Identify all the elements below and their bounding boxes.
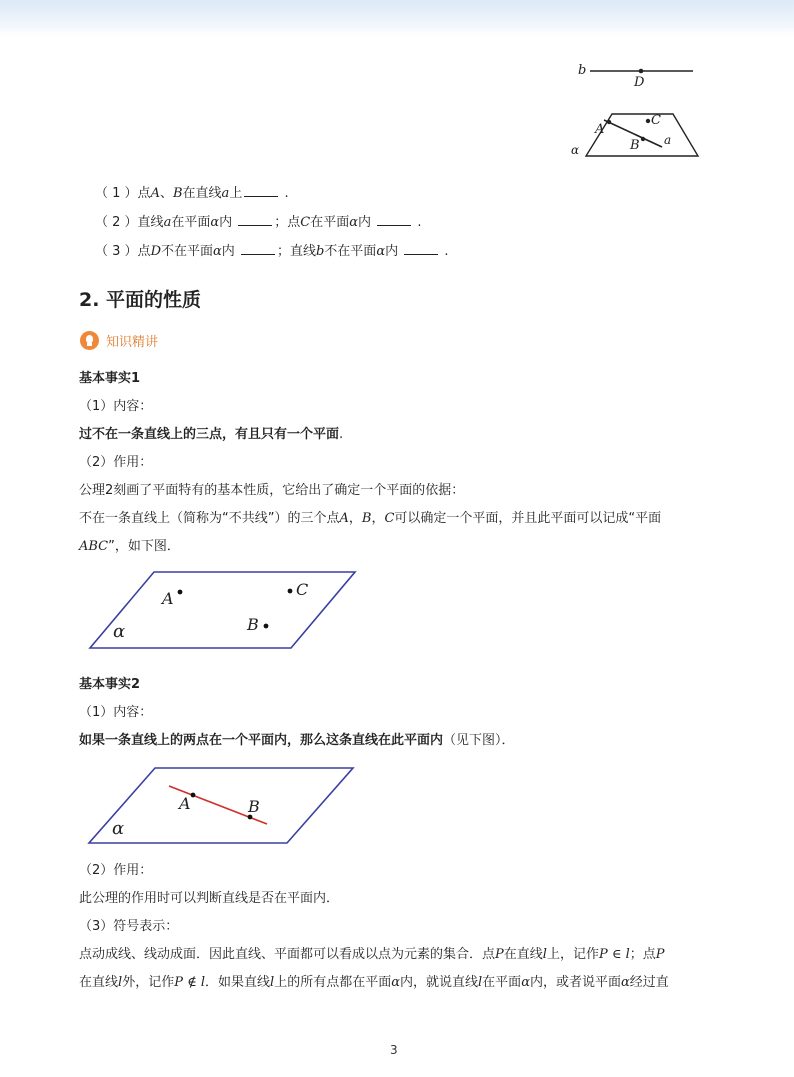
answer-blank[interactable] (404, 242, 438, 255)
label-b: b (578, 63, 587, 78)
sym-text: 在直线 (79, 975, 119, 990)
q3-text: 不在平面 (161, 244, 214, 259)
section-title: 2. 平面的性质 (79, 289, 202, 311)
q2-text: 内 (358, 215, 372, 230)
q3-text: 内 (385, 244, 399, 259)
sym-l: l (542, 947, 547, 962)
fact2-symbol-line1 (79, 947, 665, 963)
fact2-effect-text: 此公理的作用时可以判断直线是否在平面内． (79, 891, 340, 906)
label-B: B (630, 138, 640, 153)
sym-expr-in: P ∈ l (598, 947, 630, 962)
fact1-comma: ， (348, 511, 362, 526)
q3-D: D (150, 244, 161, 259)
answer-blank[interactable] (238, 213, 272, 226)
q2-text: 在平面 (171, 215, 211, 230)
q1-a: a (221, 186, 230, 201)
q1-mid: 在直线 (182, 186, 222, 201)
q3-text: 内 (221, 244, 235, 259)
exercise-q3 (95, 242, 449, 260)
tip-label: 知识精讲 (106, 335, 159, 350)
fact2-heading: 基本事实2 (79, 677, 141, 692)
q1-end: . (284, 186, 289, 201)
q3-end: . (444, 244, 449, 259)
fact2-symbol-label: （3）符号表示： (79, 919, 179, 934)
label-C: C (651, 113, 661, 128)
q2-C: C (300, 215, 311, 230)
page-number: 3 (390, 1043, 398, 1057)
q2-alpha: α (349, 215, 359, 230)
fact1-effect-label: （2）作用： (79, 455, 153, 470)
q1-B: B (172, 186, 183, 201)
fact2-content-tail: （见下图）． (443, 733, 515, 748)
fig2-label-B: B (248, 797, 260, 816)
q3-number: （ 3 ） (95, 244, 138, 259)
q2-text: 内 (219, 215, 233, 230)
fig1-label-C: C (296, 580, 309, 599)
sym-text: 内，或者说平面 (529, 975, 621, 990)
sym-text: 内，就说直线 (399, 975, 478, 990)
q1-number: （ 1 ） (95, 186, 138, 201)
q1-A: A (150, 186, 160, 201)
q3-text: 不在平面 (324, 244, 377, 259)
label-A: A (595, 122, 605, 137)
q3-b: b (315, 244, 325, 259)
fig2-label-alpha: α (112, 818, 125, 839)
q2-text: 直线 (137, 215, 164, 230)
fact1-abc: ABC (79, 539, 109, 554)
label-alpha: α (571, 143, 580, 157)
q3-text: 点 (137, 244, 151, 259)
fact2-content-text: 如果一条直线上的两点在一个平面内，那么这条直线在此平面内 (79, 733, 444, 748)
fact1-content-text: 过不在一条直线上的三点，有且只有一个平面 (79, 427, 340, 442)
fact1-A: A (339, 511, 349, 526)
fig2-label-A: A (179, 794, 191, 813)
fact1-content-label: （1）内容： (79, 399, 153, 414)
sym-alpha: α (620, 975, 630, 990)
fact1-B: B (361, 511, 372, 526)
sym-text: ；点 (629, 947, 656, 962)
exercise-q2 (95, 213, 421, 231)
fact1-heading: 基本事实1 (79, 371, 141, 386)
sym-text: 在直线 (503, 947, 543, 962)
sym-P: P (495, 947, 504, 962)
sym-text: 经过直 (629, 975, 669, 990)
fact1-text: 可以确定一个平面，并且此平面可以记成“平面 (394, 511, 662, 526)
fact1-content-end: . (339, 427, 344, 442)
q2-number: （ 2 ） (95, 215, 138, 230)
sym-text: 在平面 (482, 975, 522, 990)
sym-P: P (655, 947, 665, 962)
sym-alpha: α (391, 975, 400, 990)
sym-text: 点动成线、线动成面．因此直线、平面都可以看成以点为元素的集合．点 (79, 947, 496, 962)
figure-plane-abc (88, 570, 358, 650)
lightbulb-icon (80, 331, 99, 350)
fact2-content (79, 733, 515, 749)
fact2-symbol-line2 (79, 975, 669, 991)
fig1-label-alpha: α (113, 621, 126, 642)
fact1-comma: ， (371, 511, 385, 526)
sym-l: l (118, 975, 123, 990)
label-D: D (634, 75, 645, 90)
q2-alpha: α (210, 215, 220, 230)
fact1-text: ”，如下图． (108, 539, 180, 554)
q2-text: ；点 (274, 215, 301, 230)
q1-text: 点 (137, 186, 151, 201)
sym-text: ．如果直线 (205, 975, 271, 990)
q2-a: a (163, 215, 172, 230)
sym-text: 上的所有点都在平面 (274, 975, 392, 990)
answer-blank[interactable] (241, 242, 275, 255)
sym-text: 上，记作 (546, 947, 599, 962)
q2-text: 在平面 (310, 215, 350, 230)
q3-alpha: α (213, 244, 222, 259)
answer-blank[interactable] (377, 213, 411, 226)
q2-end: . (417, 215, 422, 230)
fact1-effect-line2 (79, 511, 661, 527)
fig1-label-B: B (247, 615, 259, 634)
fact2-content-label: （1）内容： (79, 705, 153, 720)
fact1-effect-line3 (79, 539, 180, 555)
fact2-effect-label: （2）作用： (79, 863, 153, 878)
label-a: a (664, 133, 672, 147)
fact1-content (79, 427, 343, 443)
fact1-effect-line1: 公理2刻画了平面特有的基本性质，它给出了确定一个平面的依据： (79, 483, 465, 498)
tip-knowledge (80, 331, 158, 350)
exercise-q1 (95, 184, 289, 202)
q3-text: ；直线 (276, 244, 316, 259)
fig1-label-A: A (162, 589, 174, 608)
sym-alpha: α (521, 975, 530, 990)
header-band (0, 0, 794, 38)
sym-l: l (478, 975, 483, 990)
sym-expr-notin: P ∉ l (174, 975, 205, 990)
fact1-C: C (384, 511, 395, 526)
sym-l: l (270, 975, 275, 990)
q1-sep: 、 (159, 186, 173, 201)
figure-line-in-plane (87, 766, 357, 846)
q1-post: 上 (229, 186, 243, 201)
q3-alpha: α (376, 244, 386, 259)
fact1-text: 不在一条直线上（简称为“不共线”）的三个点 (79, 511, 340, 526)
sym-text: 外，记作 (122, 975, 175, 990)
answer-blank[interactable] (244, 184, 278, 197)
